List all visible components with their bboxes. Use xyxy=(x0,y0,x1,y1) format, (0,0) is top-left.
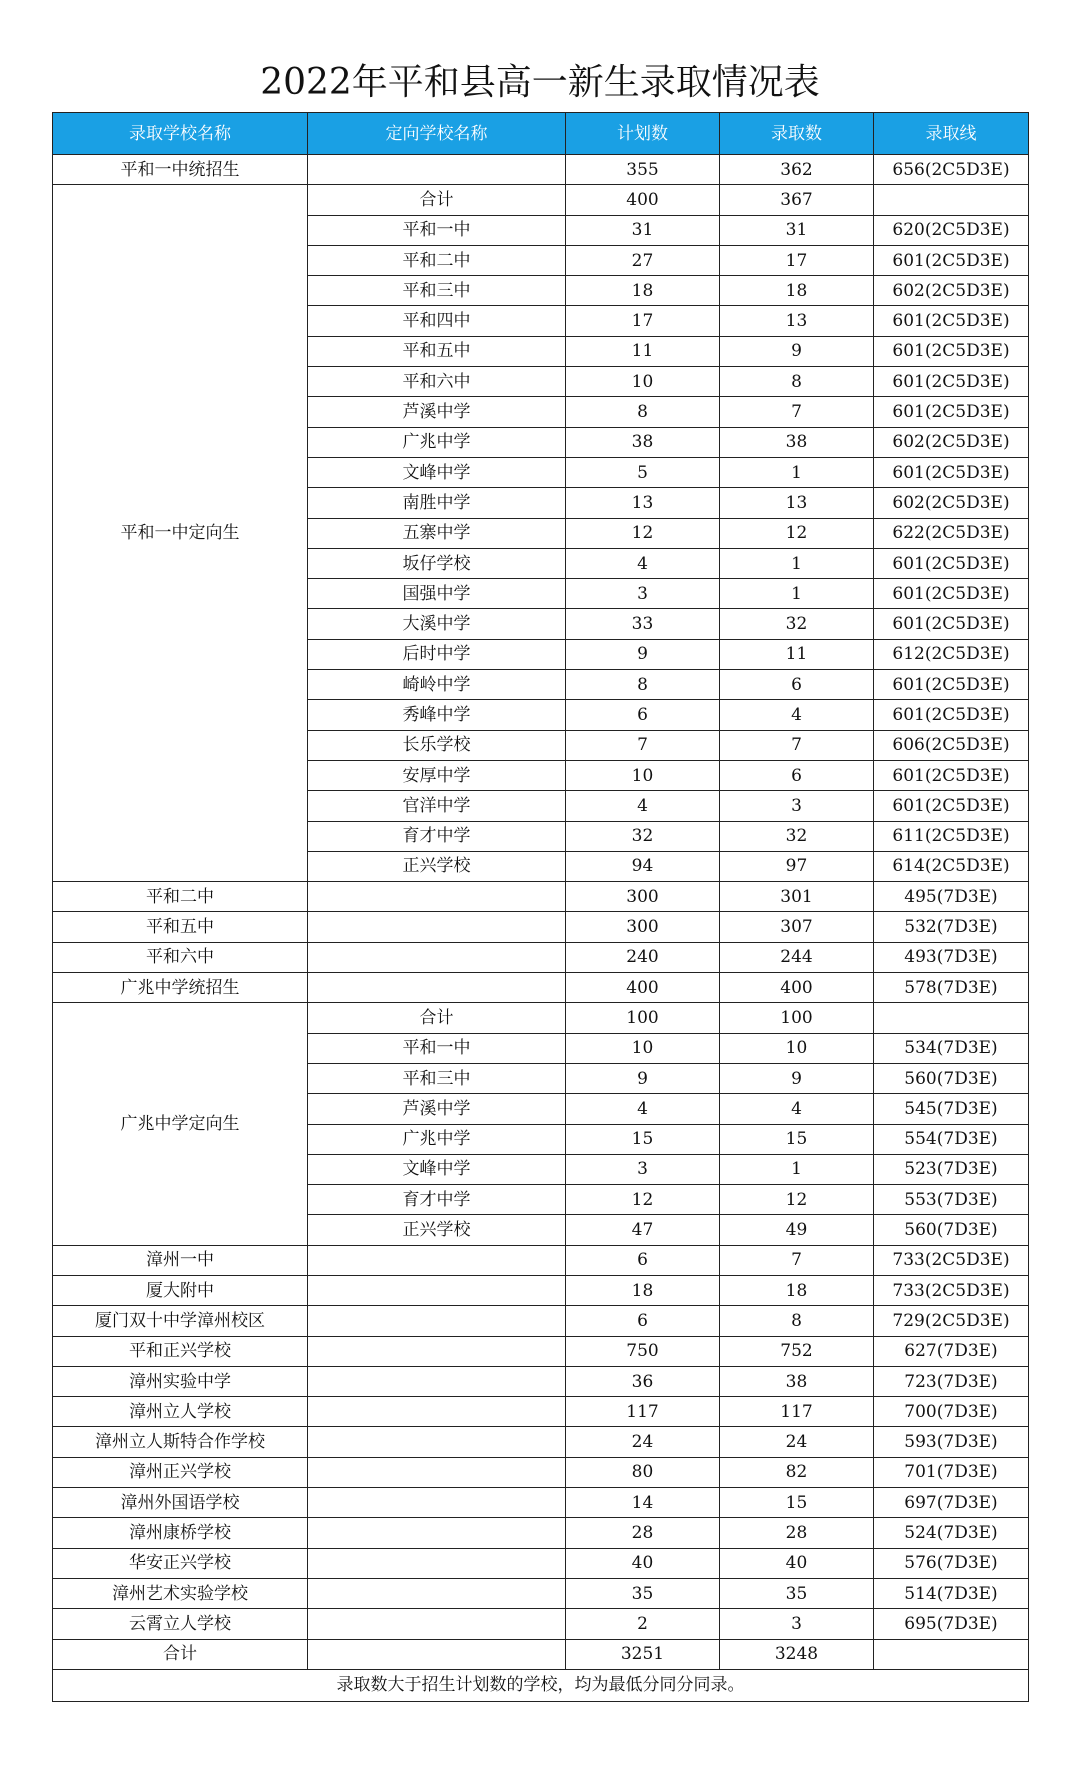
cutoff-cell: 601(2C5D3E) xyxy=(874,670,1029,700)
school-name-cell: 云霄立人学校 xyxy=(53,1609,308,1639)
cutoff-cell: 611(2C5D3E) xyxy=(874,821,1029,851)
plan-count-cell: 47 xyxy=(566,1215,720,1245)
cutoff-cell: 576(7D3E) xyxy=(874,1548,1029,1578)
directed-school-cell: 五寨中学 xyxy=(308,518,566,548)
cutoff-cell: 656(2C5D3E) xyxy=(874,155,1029,185)
admitted-count-cell: 6 xyxy=(720,670,874,700)
directed-school-cell xyxy=(308,882,566,912)
admitted-count-cell: 82 xyxy=(720,1457,874,1487)
directed-school-cell xyxy=(308,1366,566,1396)
directed-school-cell: 坂仔学校 xyxy=(308,548,566,578)
cutoff-cell: 524(7D3E) xyxy=(874,1518,1029,1548)
directed-school-cell: 平和一中 xyxy=(308,1033,566,1063)
directed-school-cell: 正兴学校 xyxy=(308,1215,566,1245)
table-row xyxy=(53,1306,1029,1336)
plan-count-cell: 24 xyxy=(566,1427,720,1457)
plan-count-cell: 32 xyxy=(566,821,720,851)
plan-count-cell: 80 xyxy=(566,1457,720,1487)
plan-count-cell: 8 xyxy=(566,397,720,427)
cutoff-cell xyxy=(874,185,1029,215)
admitted-count-cell: 6 xyxy=(720,760,874,790)
admitted-count-cell: 9 xyxy=(720,336,874,366)
cutoff-cell: 723(7D3E) xyxy=(874,1366,1029,1396)
directed-school-cell xyxy=(308,1578,566,1608)
plan-count-cell: 18 xyxy=(566,276,720,306)
plan-count-cell: 4 xyxy=(566,791,720,821)
directed-school-cell: 文峰中学 xyxy=(308,1154,566,1184)
cutoff-cell: 495(7D3E) xyxy=(874,882,1029,912)
directed-school-cell: 平和一中 xyxy=(308,215,566,245)
admitted-count-cell: 18 xyxy=(720,276,874,306)
directed-school-cell xyxy=(308,973,566,1003)
table-row xyxy=(53,1275,1029,1305)
admitted-count-cell: 28 xyxy=(720,1518,874,1548)
school-name-cell: 广兆中学统招生 xyxy=(53,973,308,1003)
admitted-count-cell: 3 xyxy=(720,791,874,821)
admitted-count-cell: 97 xyxy=(720,851,874,881)
plan-count-cell: 40 xyxy=(566,1548,720,1578)
plan-count-cell: 10 xyxy=(566,1033,720,1063)
directed-school-cell xyxy=(308,1457,566,1487)
cutoff-cell: 622(2C5D3E) xyxy=(874,518,1029,548)
plan-count-cell: 750 xyxy=(566,1336,720,1366)
page-title: 2022年平和县高一新生录取情况表 xyxy=(260,62,820,103)
directed-school-cell xyxy=(308,1397,566,1427)
directed-school-cell: 大溪中学 xyxy=(308,609,566,639)
directed-school-cell: 平和五中 xyxy=(308,336,566,366)
school-name-cell: 平和二中 xyxy=(53,882,308,912)
cutoff-cell: 627(7D3E) xyxy=(874,1336,1029,1366)
school-name-cell: 厦大附中 xyxy=(53,1275,308,1305)
cutoff-cell: 601(2C5D3E) xyxy=(874,336,1029,366)
school-name-cell: 合计 xyxy=(53,1639,308,1669)
plan-count-cell: 3251 xyxy=(566,1639,720,1669)
header-school: 录取学校名称 xyxy=(53,113,308,155)
plan-count-cell: 15 xyxy=(566,1124,720,1154)
directed-school-cell: 平和三中 xyxy=(308,276,566,306)
cutoff-cell: 545(7D3E) xyxy=(874,1094,1029,1124)
table-row xyxy=(53,1548,1029,1578)
plan-count-cell: 18 xyxy=(566,1275,720,1305)
plan-count-cell: 355 xyxy=(566,155,720,185)
admitted-count-cell: 3248 xyxy=(720,1639,874,1669)
plan-count-cell: 300 xyxy=(566,882,720,912)
plan-count-cell: 2 xyxy=(566,1609,720,1639)
admitted-count-cell: 35 xyxy=(720,1578,874,1608)
plan-count-cell: 3 xyxy=(566,579,720,609)
plan-count-cell: 33 xyxy=(566,609,720,639)
admitted-count-cell: 4 xyxy=(720,1094,874,1124)
plan-count-cell: 400 xyxy=(566,973,720,1003)
directed-school-cell xyxy=(308,1306,566,1336)
table-row xyxy=(53,1366,1029,1396)
cutoff-cell: 523(7D3E) xyxy=(874,1154,1029,1184)
plan-count-cell: 9 xyxy=(566,1063,720,1093)
header-plan: 计划数 xyxy=(566,113,720,155)
table-row xyxy=(53,1397,1029,1427)
cutoff-cell: 701(7D3E) xyxy=(874,1457,1029,1487)
footnote: 录取数大于招生计划数的学校，均为最低分同分同录。 xyxy=(53,1669,1029,1701)
school-name-cell: 漳州实验中学 xyxy=(53,1366,308,1396)
cutoff-cell: 578(7D3E) xyxy=(874,973,1029,1003)
cutoff-cell: 601(2C5D3E) xyxy=(874,548,1029,578)
admitted-count-cell: 8 xyxy=(720,1306,874,1336)
cutoff-cell: 601(2C5D3E) xyxy=(874,397,1029,427)
admitted-count-cell: 49 xyxy=(720,1215,874,1245)
table-row xyxy=(53,1639,1029,1669)
school-name-cell: 漳州立人学校 xyxy=(53,1397,308,1427)
admitted-count-cell: 9 xyxy=(720,1063,874,1093)
directed-school-cell: 合计 xyxy=(308,185,566,215)
plan-count-cell: 38 xyxy=(566,427,720,457)
directed-school-cell: 芦溪中学 xyxy=(308,397,566,427)
directed-school-cell xyxy=(308,1275,566,1305)
cutoff-cell: 601(2C5D3E) xyxy=(874,700,1029,730)
school-name-cell: 漳州正兴学校 xyxy=(53,1457,308,1487)
directed-school-cell: 崎岭中学 xyxy=(308,670,566,700)
cutoff-cell: 532(7D3E) xyxy=(874,912,1029,942)
cutoff-cell: 601(2C5D3E) xyxy=(874,306,1029,336)
admitted-count-cell: 10 xyxy=(720,1033,874,1063)
cutoff-cell: 602(2C5D3E) xyxy=(874,427,1029,457)
cutoff-cell: 593(7D3E) xyxy=(874,1427,1029,1457)
directed-school-cell xyxy=(308,155,566,185)
cutoff-cell: 695(7D3E) xyxy=(874,1609,1029,1639)
plan-count-cell: 6 xyxy=(566,1306,720,1336)
cutoff-cell: 601(2C5D3E) xyxy=(874,760,1029,790)
table-row xyxy=(53,155,1029,185)
directed-school-cell xyxy=(308,1609,566,1639)
admitted-count-cell: 15 xyxy=(720,1124,874,1154)
admitted-count-cell: 1 xyxy=(720,548,874,578)
table-row xyxy=(53,882,1029,912)
admitted-count-cell: 1 xyxy=(720,1154,874,1184)
plan-count-cell: 4 xyxy=(566,548,720,578)
plan-count-cell: 10 xyxy=(566,760,720,790)
table-row xyxy=(53,1457,1029,1487)
cutoff-cell: 729(2C5D3E) xyxy=(874,1306,1029,1336)
table-row xyxy=(53,942,1029,972)
table-header-row xyxy=(53,113,1029,155)
cutoff-cell: 553(7D3E) xyxy=(874,1185,1029,1215)
cutoff-cell: 620(2C5D3E) xyxy=(874,215,1029,245)
plan-count-cell: 12 xyxy=(566,518,720,548)
cutoff-cell: 733(2C5D3E) xyxy=(874,1275,1029,1305)
header-directed-school: 定向学校名称 xyxy=(308,113,566,155)
group-school-name-cell: 广兆中学定向生 xyxy=(53,1003,308,1245)
table-row xyxy=(53,973,1029,1003)
table-row xyxy=(53,1336,1029,1366)
school-name-cell: 厦门双十中学漳州校区 xyxy=(53,1306,308,1336)
school-name-cell: 平和一中统招生 xyxy=(53,155,308,185)
admitted-count-cell: 1 xyxy=(720,457,874,487)
directed-school-cell: 广兆中学 xyxy=(308,427,566,457)
admission-table xyxy=(52,112,1029,1702)
cutoff-cell: 601(2C5D3E) xyxy=(874,367,1029,397)
directed-school-cell: 国强中学 xyxy=(308,579,566,609)
admitted-count-cell: 40 xyxy=(720,1548,874,1578)
admitted-count-cell: 362 xyxy=(720,155,874,185)
directed-school-cell: 安厚中学 xyxy=(308,760,566,790)
directed-school-cell xyxy=(308,1639,566,1669)
admitted-count-cell: 38 xyxy=(720,427,874,457)
admitted-count-cell: 32 xyxy=(720,821,874,851)
admitted-count-cell: 8 xyxy=(720,367,874,397)
school-name-cell: 平和五中 xyxy=(53,912,308,942)
directed-school-cell: 长乐学校 xyxy=(308,730,566,760)
admitted-count-cell: 117 xyxy=(720,1397,874,1427)
directed-school-cell: 芦溪中学 xyxy=(308,1094,566,1124)
admitted-count-cell: 38 xyxy=(720,1366,874,1396)
table-row xyxy=(53,912,1029,942)
admitted-count-cell: 7 xyxy=(720,730,874,760)
cutoff-cell: 614(2C5D3E) xyxy=(874,851,1029,881)
plan-count-cell: 117 xyxy=(566,1397,720,1427)
header-admitted: 录取数 xyxy=(720,113,874,155)
plan-count-cell: 100 xyxy=(566,1003,720,1033)
directed-school-cell: 平和四中 xyxy=(308,306,566,336)
plan-count-cell: 7 xyxy=(566,730,720,760)
admitted-count-cell: 17 xyxy=(720,245,874,275)
table-row xyxy=(53,1578,1029,1608)
table-row xyxy=(53,1003,1029,1033)
plan-count-cell: 35 xyxy=(566,1578,720,1608)
cutoff-cell: 606(2C5D3E) xyxy=(874,730,1029,760)
directed-school-cell: 南胜中学 xyxy=(308,488,566,518)
header-cutoff: 录取线 xyxy=(874,113,1029,155)
directed-school-cell: 合计 xyxy=(308,1003,566,1033)
cutoff-cell: 493(7D3E) xyxy=(874,942,1029,972)
plan-count-cell: 400 xyxy=(566,185,720,215)
directed-school-cell: 正兴学校 xyxy=(308,851,566,881)
admitted-count-cell: 12 xyxy=(720,1185,874,1215)
admitted-count-cell: 7 xyxy=(720,397,874,427)
directed-school-cell: 官洋中学 xyxy=(308,791,566,821)
admitted-count-cell: 3 xyxy=(720,1609,874,1639)
admitted-count-cell: 15 xyxy=(720,1488,874,1518)
note-row xyxy=(53,1669,1029,1701)
directed-school-cell xyxy=(308,942,566,972)
cutoff-cell: 554(7D3E) xyxy=(874,1124,1029,1154)
plan-count-cell: 11 xyxy=(566,336,720,366)
admitted-count-cell: 12 xyxy=(720,518,874,548)
admitted-count-cell: 301 xyxy=(720,882,874,912)
directed-school-cell xyxy=(308,1245,566,1275)
plan-count-cell: 8 xyxy=(566,670,720,700)
cutoff-cell: 601(2C5D3E) xyxy=(874,791,1029,821)
directed-school-cell: 文峰中学 xyxy=(308,457,566,487)
admitted-count-cell: 13 xyxy=(720,306,874,336)
plan-count-cell: 10 xyxy=(566,367,720,397)
plan-count-cell: 14 xyxy=(566,1488,720,1518)
directed-school-cell xyxy=(308,1427,566,1457)
directed-school-cell: 秀峰中学 xyxy=(308,700,566,730)
admitted-count-cell: 244 xyxy=(720,942,874,972)
school-name-cell: 平和正兴学校 xyxy=(53,1336,308,1366)
cutoff-cell xyxy=(874,1003,1029,1033)
cutoff-cell: 602(2C5D3E) xyxy=(874,276,1029,306)
cutoff-cell: 697(7D3E) xyxy=(874,1488,1029,1518)
table-row xyxy=(53,1609,1029,1639)
admitted-count-cell: 31 xyxy=(720,215,874,245)
admitted-count-cell: 1 xyxy=(720,579,874,609)
admitted-count-cell: 307 xyxy=(720,912,874,942)
table-row xyxy=(53,1518,1029,1548)
admitted-count-cell: 367 xyxy=(720,185,874,215)
table-row xyxy=(53,185,1029,215)
table-body xyxy=(53,155,1029,1702)
school-name-cell: 漳州康桥学校 xyxy=(53,1518,308,1548)
cutoff-cell: 601(2C5D3E) xyxy=(874,245,1029,275)
admitted-count-cell: 4 xyxy=(720,700,874,730)
admitted-count-cell: 100 xyxy=(720,1003,874,1033)
plan-count-cell: 36 xyxy=(566,1366,720,1396)
directed-school-cell: 广兆中学 xyxy=(308,1124,566,1154)
cutoff-cell xyxy=(874,1639,1029,1669)
directed-school-cell xyxy=(308,1488,566,1518)
cutoff-cell: 700(7D3E) xyxy=(874,1397,1029,1427)
school-name-cell: 漳州外国语学校 xyxy=(53,1488,308,1518)
school-name-cell: 漳州一中 xyxy=(53,1245,308,1275)
cutoff-cell: 601(2C5D3E) xyxy=(874,457,1029,487)
admitted-count-cell: 13 xyxy=(720,488,874,518)
cutoff-cell: 514(7D3E) xyxy=(874,1578,1029,1608)
directed-school-cell xyxy=(308,912,566,942)
plan-count-cell: 4 xyxy=(566,1094,720,1124)
school-name-cell: 华安正兴学校 xyxy=(53,1548,308,1578)
admitted-count-cell: 400 xyxy=(720,973,874,1003)
plan-count-cell: 94 xyxy=(566,851,720,881)
cutoff-cell: 534(7D3E) xyxy=(874,1033,1029,1063)
cutoff-cell: 560(7D3E) xyxy=(874,1215,1029,1245)
cutoff-cell: 612(2C5D3E) xyxy=(874,639,1029,669)
plan-count-cell: 27 xyxy=(566,245,720,275)
directed-school-cell: 后时中学 xyxy=(308,639,566,669)
plan-count-cell: 28 xyxy=(566,1518,720,1548)
plan-count-cell: 3 xyxy=(566,1154,720,1184)
plan-count-cell: 9 xyxy=(566,639,720,669)
directed-school-cell: 育才中学 xyxy=(308,821,566,851)
cutoff-cell: 602(2C5D3E) xyxy=(874,488,1029,518)
directed-school-cell: 平和三中 xyxy=(308,1063,566,1093)
group-school-name-cell: 平和一中定向生 xyxy=(53,185,308,882)
admitted-count-cell: 18 xyxy=(720,1275,874,1305)
plan-count-cell: 6 xyxy=(566,700,720,730)
cutoff-cell: 733(2C5D3E) xyxy=(874,1245,1029,1275)
plan-count-cell: 17 xyxy=(566,306,720,336)
plan-count-cell: 5 xyxy=(566,457,720,487)
directed-school-cell xyxy=(308,1518,566,1548)
plan-count-cell: 300 xyxy=(566,912,720,942)
cutoff-cell: 560(7D3E) xyxy=(874,1063,1029,1093)
directed-school-cell: 平和二中 xyxy=(308,245,566,275)
admitted-count-cell: 32 xyxy=(720,609,874,639)
plan-count-cell: 12 xyxy=(566,1185,720,1215)
table-row xyxy=(53,1488,1029,1518)
directed-school-cell: 育才中学 xyxy=(308,1185,566,1215)
school-name-cell: 漳州立人斯特合作学校 xyxy=(53,1427,308,1457)
cutoff-cell: 601(2C5D3E) xyxy=(874,609,1029,639)
plan-count-cell: 6 xyxy=(566,1245,720,1275)
admitted-count-cell: 24 xyxy=(720,1427,874,1457)
school-name-cell: 漳州艺术实验学校 xyxy=(53,1578,308,1608)
directed-school-cell xyxy=(308,1548,566,1578)
plan-count-cell: 240 xyxy=(566,942,720,972)
admitted-count-cell: 11 xyxy=(720,639,874,669)
plan-count-cell: 31 xyxy=(566,215,720,245)
table-row xyxy=(53,1245,1029,1275)
cutoff-cell: 601(2C5D3E) xyxy=(874,579,1029,609)
admitted-count-cell: 7 xyxy=(720,1245,874,1275)
directed-school-cell: 平和六中 xyxy=(308,367,566,397)
admitted-count-cell: 752 xyxy=(720,1336,874,1366)
school-name-cell: 平和六中 xyxy=(53,942,308,972)
plan-count-cell: 13 xyxy=(566,488,720,518)
table-row xyxy=(53,1427,1029,1457)
directed-school-cell xyxy=(308,1336,566,1366)
